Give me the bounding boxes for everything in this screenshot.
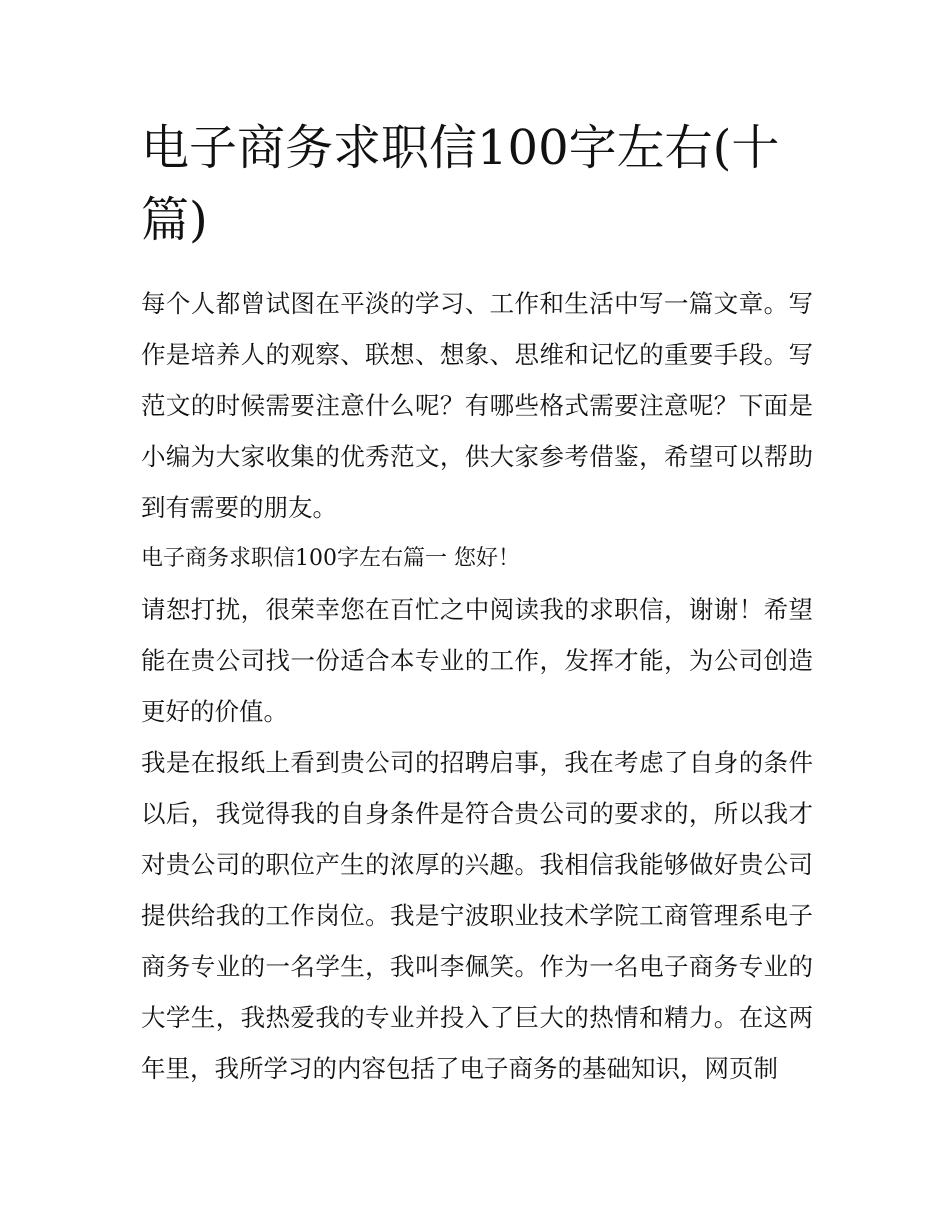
body-paragraph: 我是在报纸上看到贵公司的招聘启事，我在考虑了自身的条件以后，我觉得我的自身条件是符合贵公司的要求的，所以我才对贵公司的职位产生的浓厚的兴趣。我相信我能够做好贵公司提供给我的工作岗位。我是宁波职业技术学院工商管理系电子商务专业的一名学生，我叫李佩笑。作为一名电子商务专业的大学生，我热爱我的专业并投入了巨大的热情和精力。在这两年里，我所学习的内容包括了电子商务的基础知识，网页制 xyxy=(141,748,813,1083)
document-page xyxy=(141,112,813,1094)
intro-paragraph: 每个人都曾试图在平淡的学习、工作和生活中写一篇文章。写作是培养人的观察、联想、想象、思维和记忆的重要手段。写范文的时候需要注意什么呢？有哪些格式需要注意呢？下面是小编为大家收集的优秀范文，供大家参考借鉴，希望可以帮助到有需要的朋友。 xyxy=(141,289,813,522)
section-heading-line: 电子商务求职信100字左右篇一 您好！ xyxy=(141,546,520,571)
body-paragraph: 请恕打扰，很荣幸您在百忙之中阅读我的求职信，谢谢！希望能在贵公司找一份适合本专业的工作，发挥才能，为公司创造更好的价值。 xyxy=(141,595,813,726)
document-title: 电子商务求职信100字左右(十篇) xyxy=(141,120,780,248)
